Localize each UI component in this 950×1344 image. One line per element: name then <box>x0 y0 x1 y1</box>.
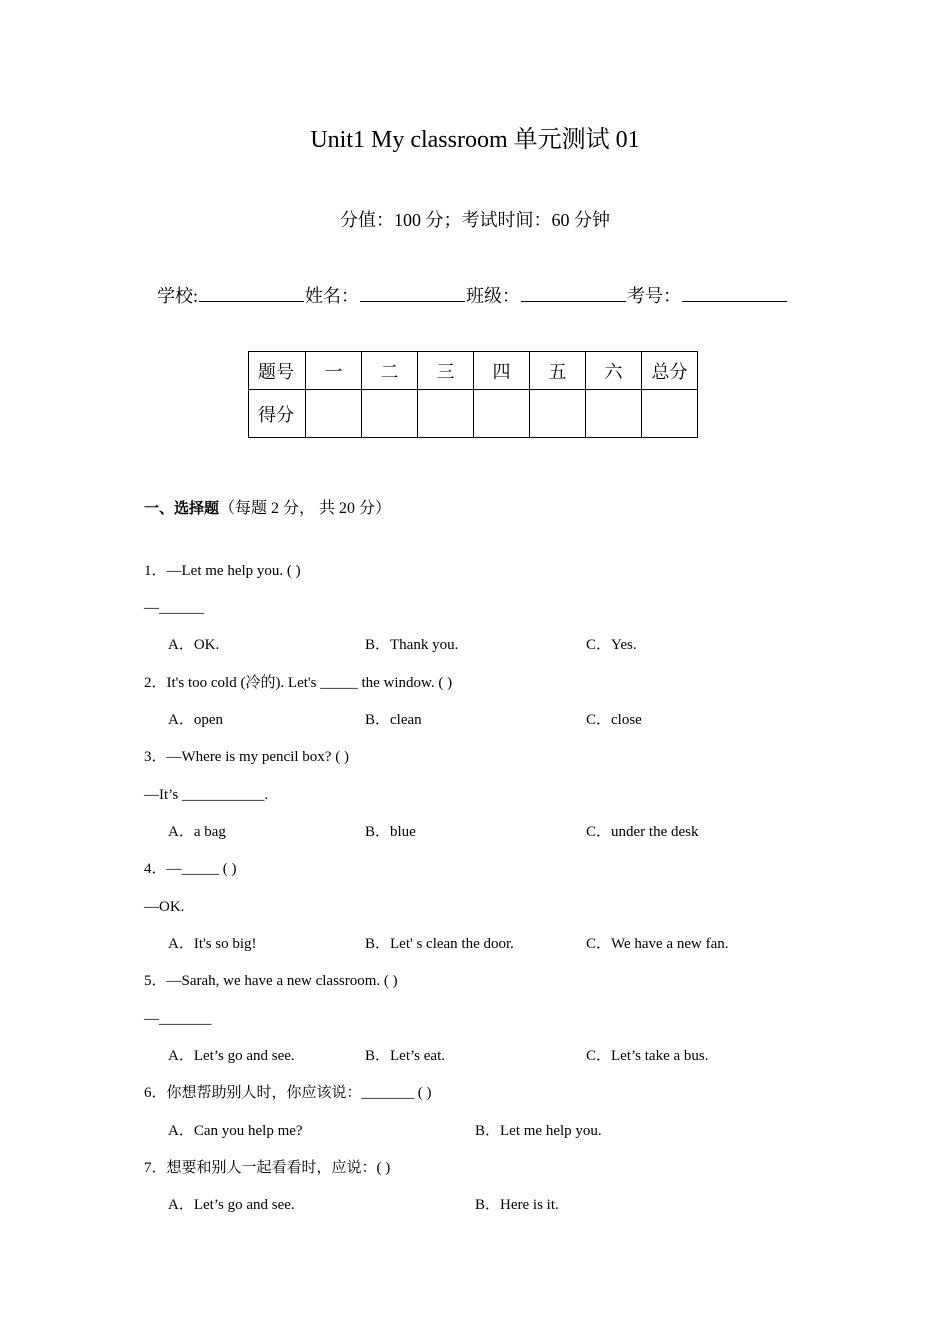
exam-subtitle: 分值：100 分；考试时间：60 分钟 <box>340 210 610 230</box>
score-row-label: 得分 <box>249 390 306 438</box>
option-c: C．Let’s take a bus. <box>586 1048 709 1064</box>
score-cell <box>474 390 530 438</box>
student-info-line <box>157 282 857 310</box>
option-c: C．Yes. <box>586 637 637 653</box>
section-heading <box>144 496 391 521</box>
school-blank <box>199 283 304 302</box>
score-cell <box>642 390 698 438</box>
page-title: Unit1 My classroom 单元测试 01 <box>310 127 640 153</box>
section-title: 一、选择题 <box>144 499 220 517</box>
score-cell <box>586 390 642 438</box>
score-cell <box>530 390 586 438</box>
exam-number-label: 考号： <box>627 286 682 306</box>
option-a: A．OK. <box>168 637 220 653</box>
score-table-header-cell: 二 <box>362 352 418 390</box>
name-label: 姓名： <box>305 286 360 306</box>
score-table-header-cell: 六 <box>586 352 642 390</box>
option-b: B．Let me help you. <box>475 1123 602 1139</box>
question-stem: 5．—Sarah, we have a new classroom. ( ) <box>144 973 398 989</box>
class-label: 班级： <box>466 286 521 306</box>
question-stem: 4．—_____ ( ) <box>144 861 237 877</box>
option-a: A．Let’s go and see. <box>168 1048 295 1064</box>
option-a: A．It's so big! <box>168 936 257 952</box>
option-b: B．Let' s clean the door. <box>365 936 514 952</box>
score-table-header-cell: 总分 <box>642 352 698 390</box>
option-b: B．blue <box>365 824 416 840</box>
section-note: （每题 2 分， 共 20 分） <box>219 500 392 517</box>
option-a: A．a bag <box>168 824 226 840</box>
option-b: B．Thank you. <box>365 637 459 653</box>
score-cell <box>418 390 474 438</box>
option-a: A．open <box>168 712 223 728</box>
option-b: B．Let’s eat. <box>365 1048 445 1064</box>
score-table <box>248 351 698 438</box>
option-b: B．Here is it. <box>475 1197 559 1213</box>
question-reply: —OK. <box>144 899 185 915</box>
score-cell <box>362 390 418 438</box>
option-c: C．under the desk <box>586 824 699 840</box>
option-b: B．clean <box>365 712 422 728</box>
school-label: 学校: <box>157 286 199 306</box>
name-blank <box>360 283 465 302</box>
score-table-header-cell: 题号 <box>249 352 306 390</box>
question-reply: —It’s ___________. <box>144 787 269 803</box>
option-a: A．Let’s go and see. <box>168 1197 295 1213</box>
score-table-header-cell: 一 <box>306 352 362 390</box>
question-stem: 7．想要和别人一起看看时，应说：( ) <box>144 1160 391 1176</box>
class-blank <box>521 283 626 302</box>
question-stem: 1．—Let me help you. ( ) <box>144 563 301 579</box>
score-table-score-row <box>249 390 698 438</box>
question-reply: —_______ <box>144 1011 212 1027</box>
score-table-header-cell: 三 <box>418 352 474 390</box>
score-table-header-row <box>249 352 698 390</box>
question-stem: 6．你想帮助别人时，你应该说：_______ ( ) <box>144 1085 432 1101</box>
score-table-header-cell: 四 <box>474 352 530 390</box>
question-stem: 3．—Where is my pencil box? ( ) <box>144 749 349 765</box>
question-stem: 2．It's too cold (冷的). Let's _____ the window. ( ) <box>144 675 453 691</box>
option-c: C．close <box>586 712 642 728</box>
exam-number-blank <box>682 283 787 302</box>
option-a: A．Can you help me? <box>168 1123 303 1139</box>
score-table-header-cell: 五 <box>530 352 586 390</box>
option-c: C．We have a new fan. <box>586 936 729 952</box>
question-reply: —______ <box>144 600 204 616</box>
score-cell <box>306 390 362 438</box>
